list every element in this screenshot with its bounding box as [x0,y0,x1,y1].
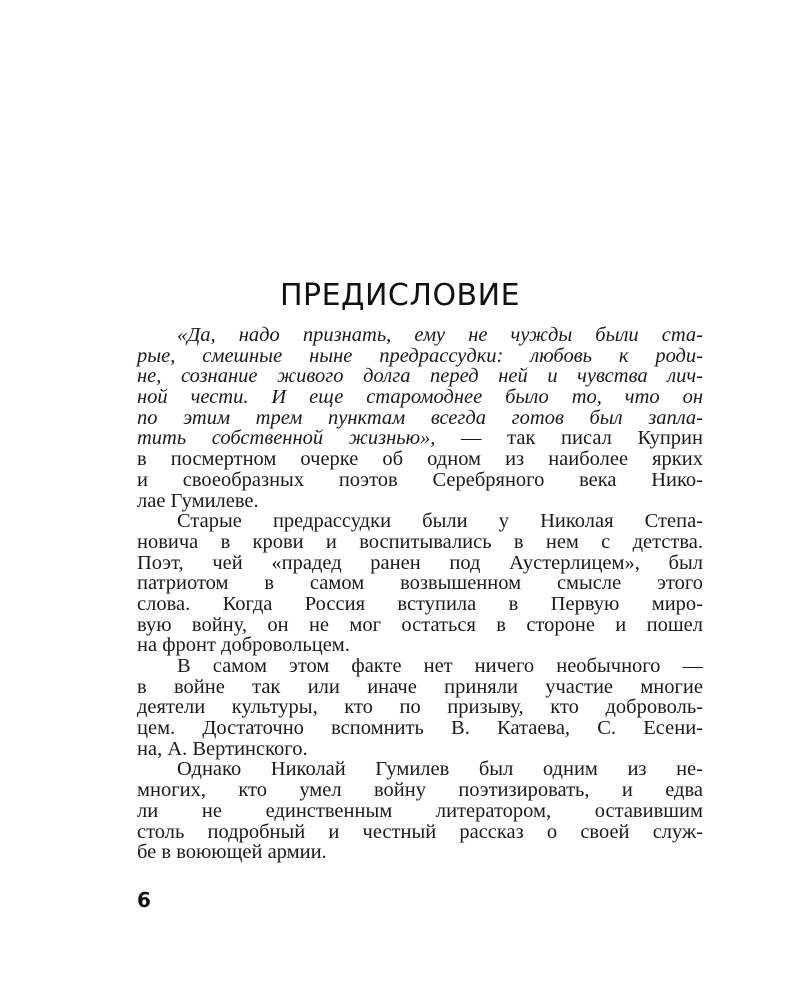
text-line [137,759,703,780]
page-number: 6 [137,888,151,912]
italic-quote: ной чести. И еще старомоднее было то, что он [137,386,703,409]
text-line [137,677,703,698]
chapter-heading: ПРЕДИСЛОВИЕ [279,278,521,313]
text-line [137,408,703,429]
text-line [137,366,703,387]
italic-quote: тить собственной жизнью», [137,427,436,450]
text-line [137,594,703,615]
regular-text: в посмертном очерке об одном из наиболее ярких [137,448,703,471]
regular-text: цем. Достаточно вспомнить В. Катаева, С. Есени- [137,717,703,740]
text-line [137,739,703,760]
regular-text: В самом этом факте нет ничего необычного — [177,655,703,677]
text-line [137,449,703,470]
body-text [137,325,703,863]
text-line [137,491,703,512]
regular-text: слова. Когда Россия вступила в Первую миро- [137,592,703,615]
regular-text: патриотом в самом возвышенном смысле этого [137,572,703,595]
text-line [137,553,703,574]
text-line [137,656,703,677]
regular-text: многих, кто умел войну поэтизировать, и едва [137,779,703,802]
text-line [137,780,703,801]
regular-text: столь подробный и честный рассказ о своей служ- [137,820,703,843]
text-line [137,842,703,863]
regular-text: Однако Николай Гумилев был одним из не- [177,758,703,781]
regular-text: вую войну, он не мог остаться в стороне и пошел [137,613,703,636]
regular-text: на, А. Вертинского. [137,737,308,760]
text-line [137,822,703,843]
text-line [137,532,703,553]
text-line [137,615,703,636]
text-line [137,573,703,594]
italic-quote: по этим трем пунктам всегда готов был запла- [137,406,703,429]
text-line [137,801,703,822]
text-line [137,635,703,656]
text-line [137,718,703,739]
regular-text: деятели культуры, кто по призыву, кто доброволь- [137,696,703,719]
italic-quote: не, сознание живого долга перед ней и чувства лич- [137,365,703,388]
text-line [137,346,703,367]
text-line [137,511,703,532]
text-line [137,470,703,491]
regular-text: новича в крови и воспитывались в нем с детства. [137,530,703,553]
text-line [137,428,703,449]
regular-text: ли не единственным литератором, оставившим [137,799,703,822]
regular-text: — так писал Куприн [435,427,703,450]
text-line [137,325,703,346]
regular-text: на фронт добровольцем. [137,634,350,657]
regular-text: Старые предрассудки были у Николая Степа- [177,510,703,533]
text-line [137,697,703,718]
italic-quote: «Да, надо признать, ему не чужды были ста- [177,324,703,346]
text-line [137,387,703,408]
regular-text: и своеобразных поэтов Серебряного века Нико- [137,468,703,491]
italic-quote: рые, смешные ныне предрассудки: любовь к роди- [137,344,703,367]
regular-text: лае Гумилеве. [137,489,259,512]
regular-text: Поэт, чей «прадед ранен под Аустерлицем», был [137,551,703,574]
regular-text: бе в воюющей армии. [137,841,327,864]
regular-text: в войне так или иначе приняли участие многие [137,675,703,698]
